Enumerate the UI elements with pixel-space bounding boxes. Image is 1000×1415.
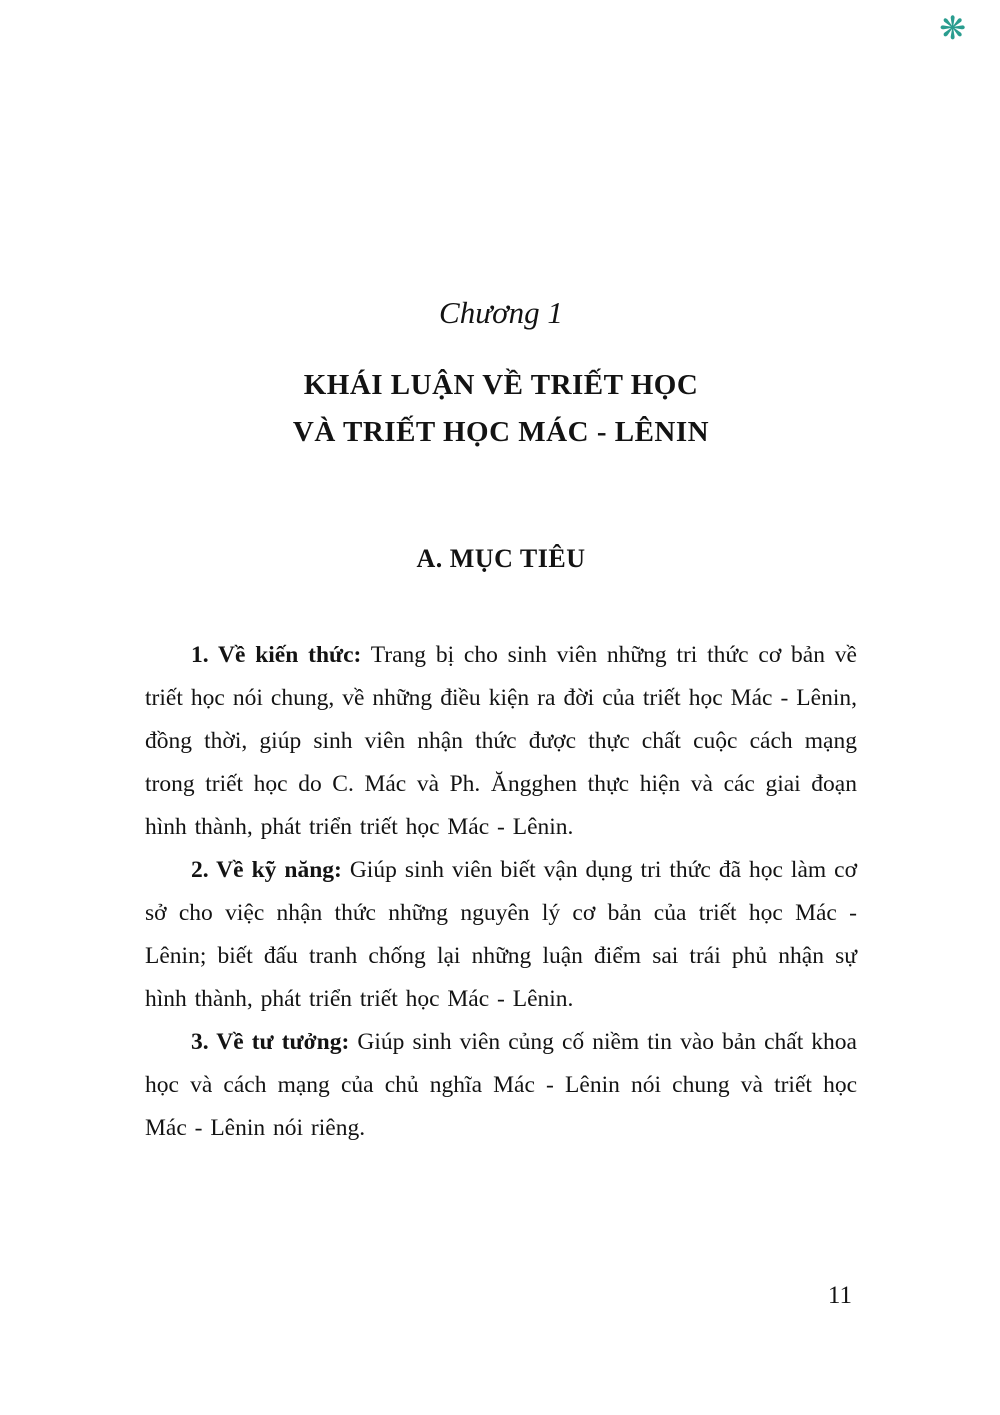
page-number: 11 [827, 1282, 852, 1309]
paragraph-skills-body: Giúp sinh viên biết vận dụng tri thức đã học làm cơ sở cho việc nhận thức những nguyên lý cơ bản của triết học Mác - Lênin; biết đấu tranh chống lại những luận điểm sai trái phủ nhận sự hình thành, phát triển triết học Mác - Lênin. [145, 856, 857, 1012]
paragraph-skills-lead: 2. Về kỹ năng: [191, 856, 342, 883]
section-heading: A. MỤC TIÊU [416, 544, 586, 574]
page-content [145, 296, 857, 1150]
chapter-title-line2: VÀ TRIẾT HỌC MÁC - LÊNIN [292, 416, 710, 449]
paragraph-ideology-lead: 3. Về tư tưởng: [191, 1028, 350, 1055]
paragraph-knowledge [145, 634, 857, 849]
chapter-label: Chương 1 [439, 295, 563, 330]
paragraph-ideology-body: Giúp sinh viên củng cố niềm tin vào bản chất khoa học và cách mạng của chủ nghĩa Mác - Lênin nói chung và triết học Mác - Lênin nói riêng. [145, 1028, 857, 1141]
paragraph-knowledge-body: Trang bị cho sinh viên những tri thức cơ bản về triết học nói chung, về những điều kiện ra đời của triết học Mác - Lênin, đồng thời, giúp sinh viên nhận thức được thực chất cuộc cách mạng trong triết học do C. Mác và Ph. Ăngghen thực hiện và các giai đoạn hình thành, phát triển triết học Mác - Lênin. [145, 641, 857, 840]
paragraph-skills [145, 849, 857, 1021]
flower-icon: ❋ [939, 10, 966, 46]
paragraph-ideology [145, 1021, 857, 1150]
chapter-title [145, 362, 857, 456]
chapter-title-line1: KHÁI LUẬN VỀ TRIẾT HỌC [303, 369, 699, 402]
paragraph-knowledge-lead: 1. Về kiến thức: [191, 641, 362, 668]
